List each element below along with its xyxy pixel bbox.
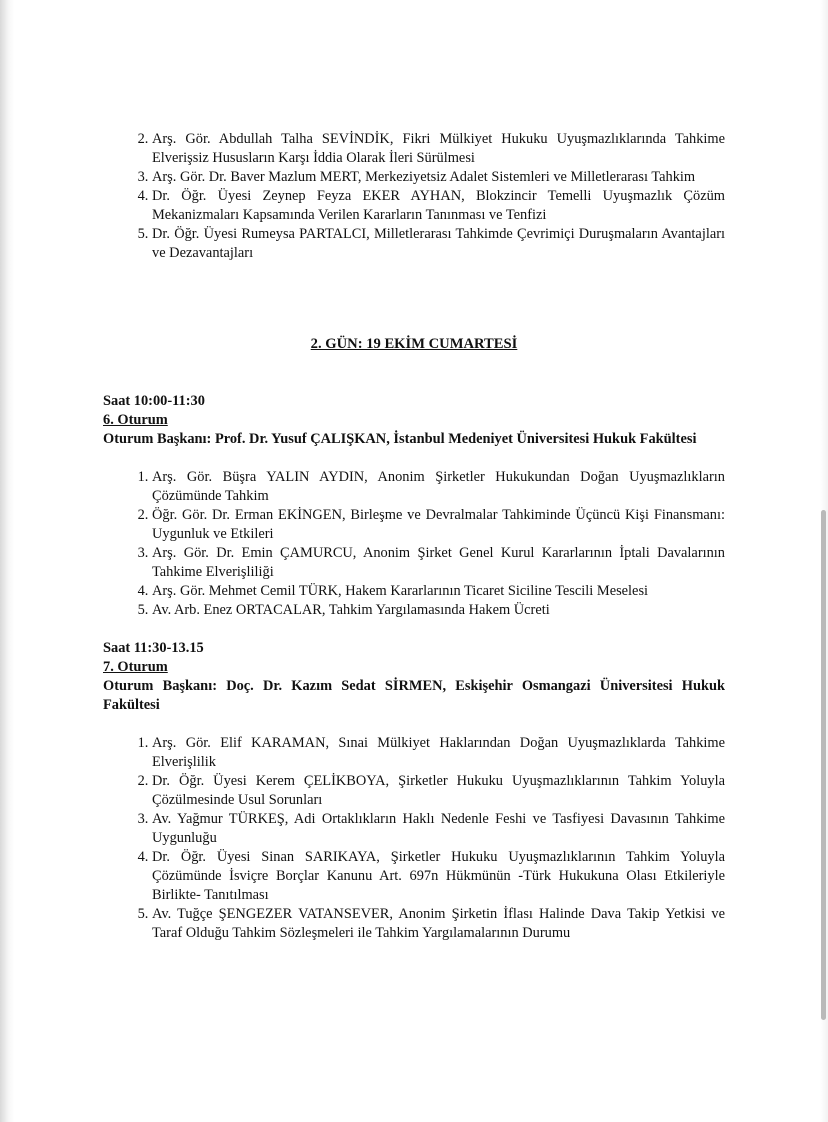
list-item: 5. Av. Tuğçe ŞENGEZER VATANSEVER, Anonim Şirketin İflası Halinde Dava Takip Yetkisi ve Taraf Olduğu Tahkim Sözleşmeleri ile Tahkim Yargılamalarının Durumu: [152, 905, 725, 943]
list-item: 3. Av. Yağmur TÜRKEŞ, Adi Ortaklıkların Haklı Nedenle Feshi ve Tasfiyesi Davasının Tahkime Uygunluğu: [152, 810, 725, 848]
session-7-time: Saat 11:30-13.15: [103, 640, 204, 656]
session-7-chair: Oturum Başkanı: Doç. Dr. Kazım Sedat SİRMEN, Eskişehir Osmangazi Üniversitesi Hukuk Fakültesi: [103, 678, 725, 713]
day-heading: 2. GÜN: 19 EKİM CUMARTESİ: [310, 336, 518, 352]
list-item: 2. Arş. Gör. Abdullah Talha SEVİNDİK, Fikri Mülkiyet Hukuku Uyuşmazlıklarında Tahkime Elverişsiz Hususların Karşı İddia Olarak İleri Sürülmesi: [152, 130, 725, 168]
session-7-block: [103, 639, 725, 943]
list-item: 2. Dr. Öğr. Üyesi Kerem ÇELİKBOYA, Şirketler Hukuku Uyuşmazlıklarının Tahkim Yoluyla Çözülmesinde Usul Sorunları: [152, 772, 725, 810]
page-left-shadow: [0, 0, 14, 1122]
session-7-list: [103, 734, 725, 943]
list-item: 1. Arş. Gör. Elif KARAMAN, Sınai Mülkiyet Haklarından Doğan Uyuşmazlıklarda Tahkime Elverişlilik: [152, 734, 725, 772]
scrollbar-thumb[interactable]: [821, 510, 826, 1020]
session-6-title: 6. Oturum: [103, 412, 168, 428]
list-item: 4. Dr. Öğr. Üyesi Zeynep Feyza EKER AYHAN, Blokzincir Temelli Uyuşmazlık Çözüm Mekanizmaları Kapsamında Verilen Kararların Tanınması ve Tenfizi: [152, 187, 725, 225]
list-item: 3. Arş. Gör. Dr. Baver Mazlum MERT, Merkeziyetsiz Adalet Sistemleri ve Milletlerarası Tahkim: [152, 168, 725, 187]
list-item: 4. Arş. Gör. Mehmet Cemil TÜRK, Hakem Kararlarının Ticaret Siciline Tescili Meselesi: [152, 582, 725, 601]
list-item: 4. Dr. Öğr. Üyesi Sinan SARIKAYA, Şirketler Hukuku Uyuşmazlıklarının Tahkim Yoluyla Çözümünde İsviçre Borçlar Kanunu Art. 697n Hükmünün -Türk Hukukuna Olası Etkileriyle Birlikte- Tanıtılması: [152, 848, 725, 905]
session-7-title: 7. Oturum: [103, 659, 168, 675]
session-6-time: Saat 10:00-11:30: [103, 393, 205, 409]
list-item: 5. Av. Arb. Enez ORTACALAR, Tahkim Yargılamasında Hakem Ücreti: [152, 601, 725, 620]
session-6-list: [103, 468, 725, 620]
document-page: [103, 130, 725, 943]
previous-session-list: [103, 130, 725, 263]
session-6-chair: Oturum Başkanı: Prof. Dr. Yusuf ÇALIŞKAN, İstanbul Medeniyet Üniversitesi Hukuk Fakültesi: [103, 431, 697, 447]
list-item: 3. Arş. Gör. Dr. Emin ÇAMURCU, Anonim Şirket Genel Kurul Kararlarının İptali Davalarının Tahkime Elverişliliği: [152, 544, 725, 582]
session-6-block: [103, 392, 725, 620]
list-item: 2. Öğr. Gör. Dr. Erman EKİNGEN, Birleşme ve Devralmalar Tahkiminde Üçüncü Kişi Finansmanı: Uygunluk ve Etkileri: [152, 506, 725, 544]
list-item: 1. Arş. Gör. Büşra YALIN AYDIN, Anonim Şirketler Hukukundan Doğan Uyuşmazlıkların Çözümünde Tahkim: [152, 468, 725, 506]
list-item: 5. Dr. Öğr. Üyesi Rumeysa PARTALCI, Milletlerarası Tahkimde Çevrimiçi Duruşmaların Avantajları ve Dezavantajları: [152, 225, 725, 263]
